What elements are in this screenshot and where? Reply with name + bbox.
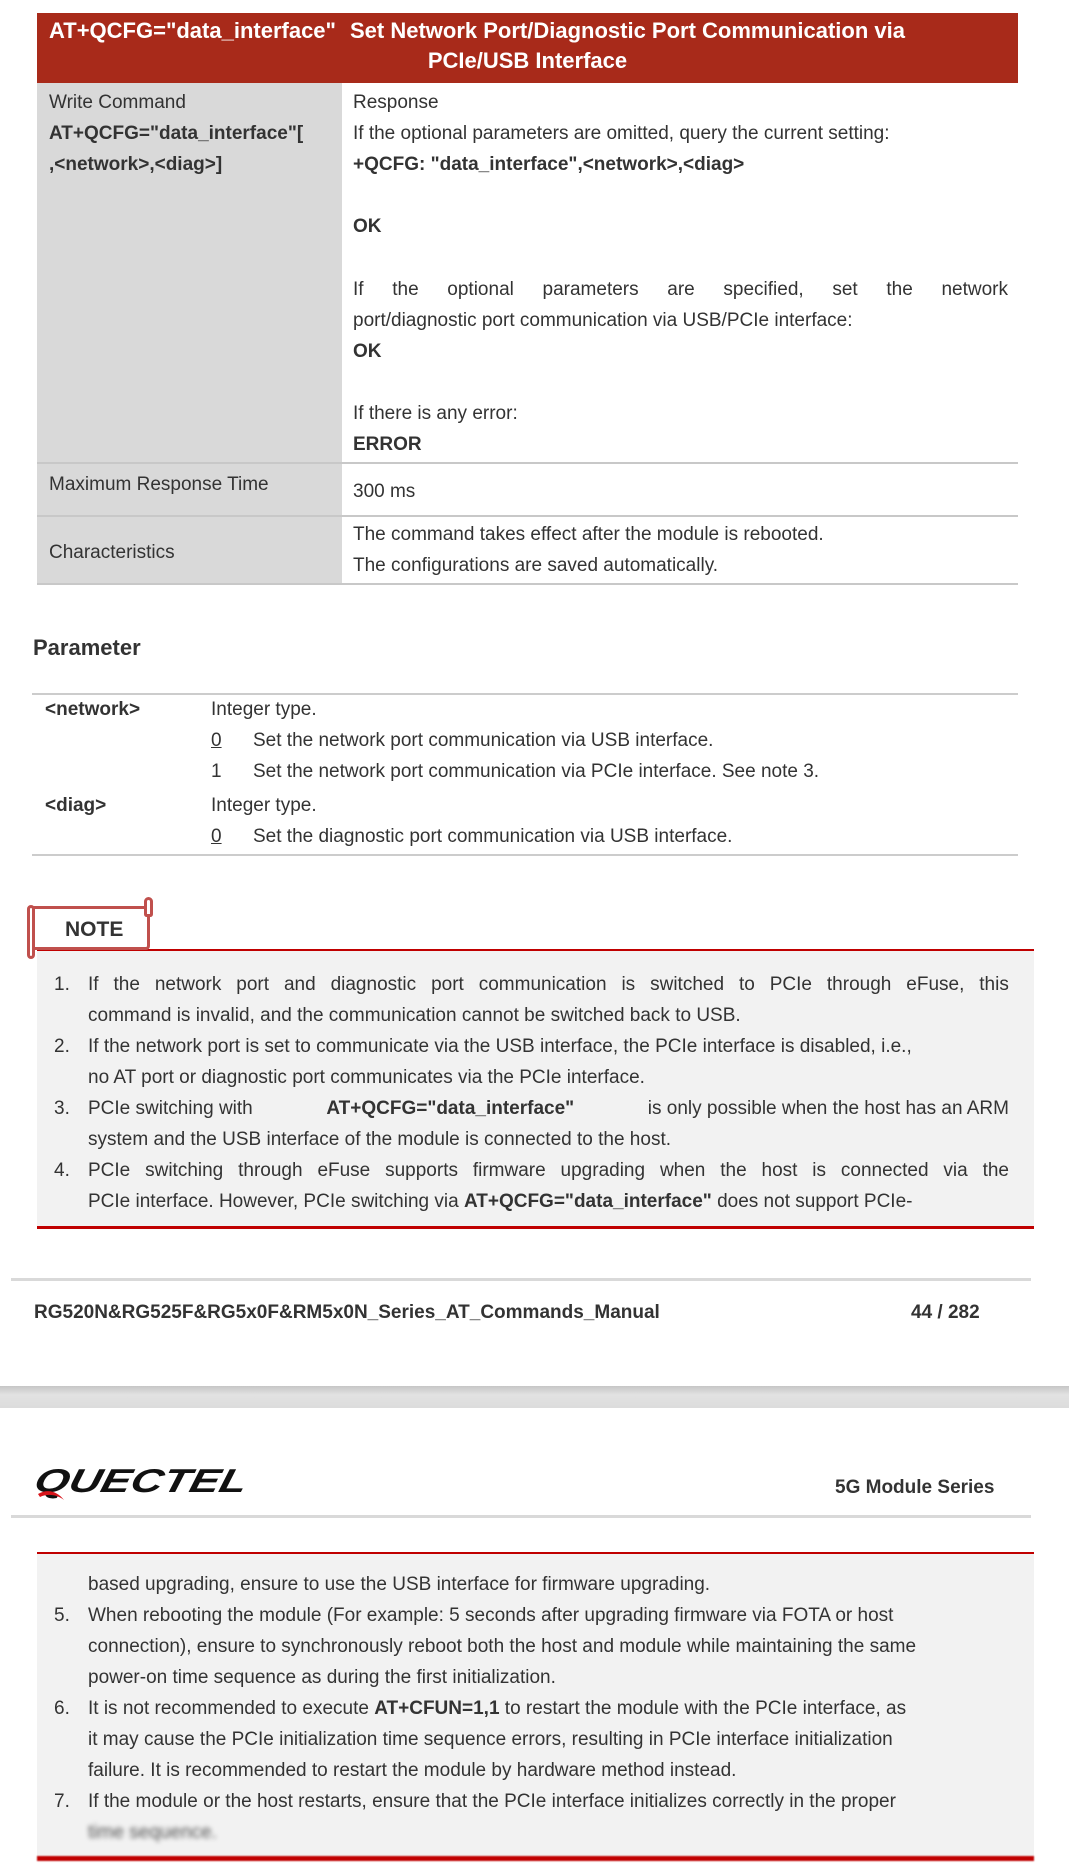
- word: the: [720, 1160, 747, 1181]
- note-item-7: [54, 1786, 1014, 1848]
- word: PCIe: [88, 1160, 131, 1181]
- command-title: Set Network Port/Diagnostic Port Communication via: [349, 18, 905, 43]
- command-title-line2: PCIe/USB Interface: [427, 48, 628, 73]
- word: through: [826, 974, 892, 995]
- note-line: [88, 1155, 1009, 1186]
- query-description: If the optional parameters are omitted, query the current setting:: [353, 123, 890, 144]
- word: supports: [385, 1160, 458, 1181]
- characteristics-line1: The command takes effect after the module is rebooted.: [353, 524, 824, 545]
- note-text: [88, 1600, 1009, 1693]
- row-divider: [37, 515, 1018, 517]
- parameter-table-bottom: [32, 854, 1018, 856]
- max-response-time-value: 300 ms: [353, 481, 416, 502]
- word: parameters: [542, 279, 639, 300]
- word: network: [154, 974, 222, 995]
- word: this: [979, 974, 1009, 995]
- note-item-4-continued: [54, 1569, 1014, 1600]
- note-line: no AT port or diagnostic port communicates via the PCIe interface.: [88, 1067, 645, 1088]
- query-response: +QCFG: "data_interface",<network>,<diag>: [353, 154, 745, 175]
- word: host: [761, 1160, 798, 1181]
- page-separator: [0, 1386, 1069, 1408]
- note-item-4: [54, 1155, 1014, 1217]
- word: the: [982, 1160, 1009, 1181]
- param-diag-desc-0: Set the diagnostic port communication via USB interface.: [253, 826, 733, 847]
- command-title-line1: [49, 16, 1006, 46]
- note-text: [88, 1569, 1009, 1600]
- note-text: [88, 1786, 1009, 1848]
- note-item-5: [54, 1600, 1014, 1693]
- word: through: [238, 1160, 303, 1181]
- text-segment: PCIe interface. However, PCIe switching via: [88, 1191, 464, 1212]
- param-network-desc-0: Set the network port communication via USB interface.: [253, 730, 714, 751]
- parameter-heading: Parameter: [33, 635, 141, 660]
- word: is: [812, 1160, 827, 1181]
- note-line-blurred: time sequence.: [88, 1822, 217, 1843]
- series-label: 5G Module Series: [835, 1477, 995, 1498]
- param-network-type: Integer type.: [211, 699, 317, 720]
- note-line: power-on time sequence as during the first initialization.: [88, 1667, 556, 1688]
- param-diag-name: <diag>: [45, 795, 107, 816]
- word: is: [621, 974, 636, 995]
- note-number: 2.: [54, 1036, 70, 1057]
- note-line: [88, 1693, 1009, 1724]
- note-bottom-rule: [37, 1226, 1034, 1229]
- word: the: [392, 279, 419, 300]
- word: specified,: [723, 279, 804, 300]
- note-item-2: [54, 1031, 1014, 1093]
- param-network-value-0: 0: [211, 730, 222, 751]
- note-item-1: [54, 969, 1014, 1031]
- note-continued-bottom-rule: [37, 1856, 1034, 1861]
- word: are: [667, 279, 695, 300]
- footer-page-number: 44 / 282: [911, 1302, 980, 1323]
- note-text: [88, 1031, 1009, 1093]
- note-line: [88, 1093, 1009, 1124]
- ok-response-2: OK: [353, 341, 382, 362]
- note-text: [88, 1093, 1009, 1155]
- note-line: connection), ensure to synchronously reboot both the host and module while maintaining the same: [88, 1636, 917, 1657]
- note-line: When rebooting the module (For example: 5 seconds after upgrading firmware via FOTA or host: [88, 1605, 894, 1626]
- row-divider: [37, 462, 1018, 464]
- footer-document-title: RG520N&RG525F&RG5x0F&RM5x0N_Series_AT_Commands_Manual: [34, 1302, 660, 1323]
- set-description-line2: port/diagnostic port communication via USB/PCIe interface:: [353, 310, 853, 331]
- note-continued-top-rule: [37, 1552, 1034, 1554]
- word: network: [941, 279, 1008, 300]
- word: eFuse,: [906, 974, 965, 995]
- word: diagnostic: [330, 974, 417, 995]
- param-network-name: <network>: [45, 699, 141, 720]
- word: communication: [478, 974, 607, 995]
- table-bottom-border: [37, 583, 1018, 585]
- word: the: [113, 974, 140, 995]
- note-number: 6.: [54, 1698, 70, 1719]
- note-line: If the network port is set to communicate via the USB interface, the PCIe interface is disabled, i.e.,: [88, 1036, 912, 1057]
- command-reference: AT+QCFG="data_interface": [463, 1191, 712, 1212]
- logo-text: QUECTEL: [30, 1463, 198, 1500]
- set-description-line1: [353, 274, 1008, 305]
- note-item-6: [54, 1693, 1014, 1786]
- text-segment: It is not recommended to execute: [88, 1698, 375, 1719]
- word: when: [659, 1160, 706, 1181]
- parameter-table-top: [32, 693, 1018, 695]
- word: and: [283, 974, 316, 995]
- word: port: [236, 974, 270, 995]
- word: PCIe: [769, 974, 812, 995]
- footer-rule: [11, 1278, 1031, 1281]
- note-line: system and the USB interface of the module is connected to the host.: [88, 1129, 671, 1150]
- param-diag-type: Integer type.: [211, 795, 317, 816]
- note-line: [88, 969, 1009, 1000]
- word: switched: [650, 974, 725, 995]
- note-text: [88, 1155, 1009, 1217]
- word: firmware: [472, 1160, 546, 1181]
- word: connected: [840, 1160, 929, 1181]
- word: via: [943, 1160, 968, 1181]
- text-segment: is only possible when the host has an ARM: [647, 1098, 1009, 1119]
- text-segment: does not support PCIe-: [711, 1191, 913, 1212]
- word: switching: [145, 1160, 224, 1181]
- note-line: command is invalid, and the communication cannot be switched back to USB.: [88, 1005, 741, 1026]
- word: upgrading: [560, 1160, 646, 1181]
- note-number: 7.: [54, 1791, 70, 1812]
- header-rule: [11, 1515, 1031, 1518]
- note-line: If the module or the host restarts, ensure that the PCIe interface initializes correctly in the proper: [88, 1791, 896, 1812]
- note-number: 3.: [54, 1098, 70, 1119]
- word: to: [738, 974, 755, 995]
- note-item-3: [54, 1093, 1014, 1155]
- error-response: ERROR: [353, 434, 422, 455]
- word: eFuse: [317, 1160, 371, 1181]
- note-line: based upgrading, ensure to use the USB interface for firmware upgrading.: [88, 1574, 711, 1595]
- word: If: [353, 279, 364, 300]
- note-number: 4.: [54, 1160, 70, 1181]
- text-segment: PCIe switching with: [88, 1098, 253, 1119]
- command-reference: AT+CFUN=1,1: [374, 1698, 500, 1719]
- write-command-label: Write Command: [49, 92, 186, 113]
- word: port: [431, 974, 464, 995]
- quectel-logo-icon: [28, 1462, 260, 1504]
- scroll-curl-right-icon: [144, 897, 153, 917]
- scroll-curl-left-icon: [27, 905, 35, 959]
- note-top-rule: [37, 949, 1034, 951]
- param-network-desc-1: Set the network port communication via PCIe interface. See note 3.: [253, 761, 820, 782]
- note-text: [88, 1693, 1009, 1786]
- command-name: AT+QCFG="data_interface": [49, 18, 336, 43]
- characteristics-line2: The configurations are saved automatically.: [353, 555, 719, 576]
- max-response-time-label: Maximum Response Time: [49, 474, 269, 495]
- note-number: 5.: [54, 1605, 70, 1626]
- word: the: [886, 279, 913, 300]
- word: optional: [447, 279, 514, 300]
- param-network-value-1: 1: [211, 761, 222, 782]
- note-line: [88, 1186, 1009, 1217]
- response-label: Response: [353, 92, 439, 113]
- word: If: [88, 974, 99, 995]
- command-reference: AT+QCFG="data_interface": [326, 1098, 575, 1119]
- note-tag: [29, 906, 150, 950]
- note-text: [88, 969, 1009, 1031]
- characteristics-label: Characteristics: [49, 542, 175, 563]
- param-diag-value-0: 0: [211, 826, 222, 847]
- ok-response-1: OK: [353, 216, 382, 237]
- note-line: failure. It is recommended to restart the module by hardware method instead.: [88, 1760, 737, 1781]
- error-description: If there is any error:: [353, 403, 518, 424]
- write-command-syntax-1: AT+QCFG="data_interface"[: [49, 123, 304, 144]
- note-number: 1.: [54, 974, 70, 995]
- text-segment: to restart the module with the PCIe interface, as: [499, 1698, 907, 1719]
- command-table-header: [37, 13, 1018, 83]
- note-label: NOTE: [65, 918, 124, 941]
- word: set: [832, 279, 858, 300]
- note-line: it may cause the PCIe initialization time sequence errors, resulting in PCIe interface initialization: [88, 1729, 893, 1750]
- write-command-syntax-2: ,<network>,<diag>]: [49, 154, 223, 175]
